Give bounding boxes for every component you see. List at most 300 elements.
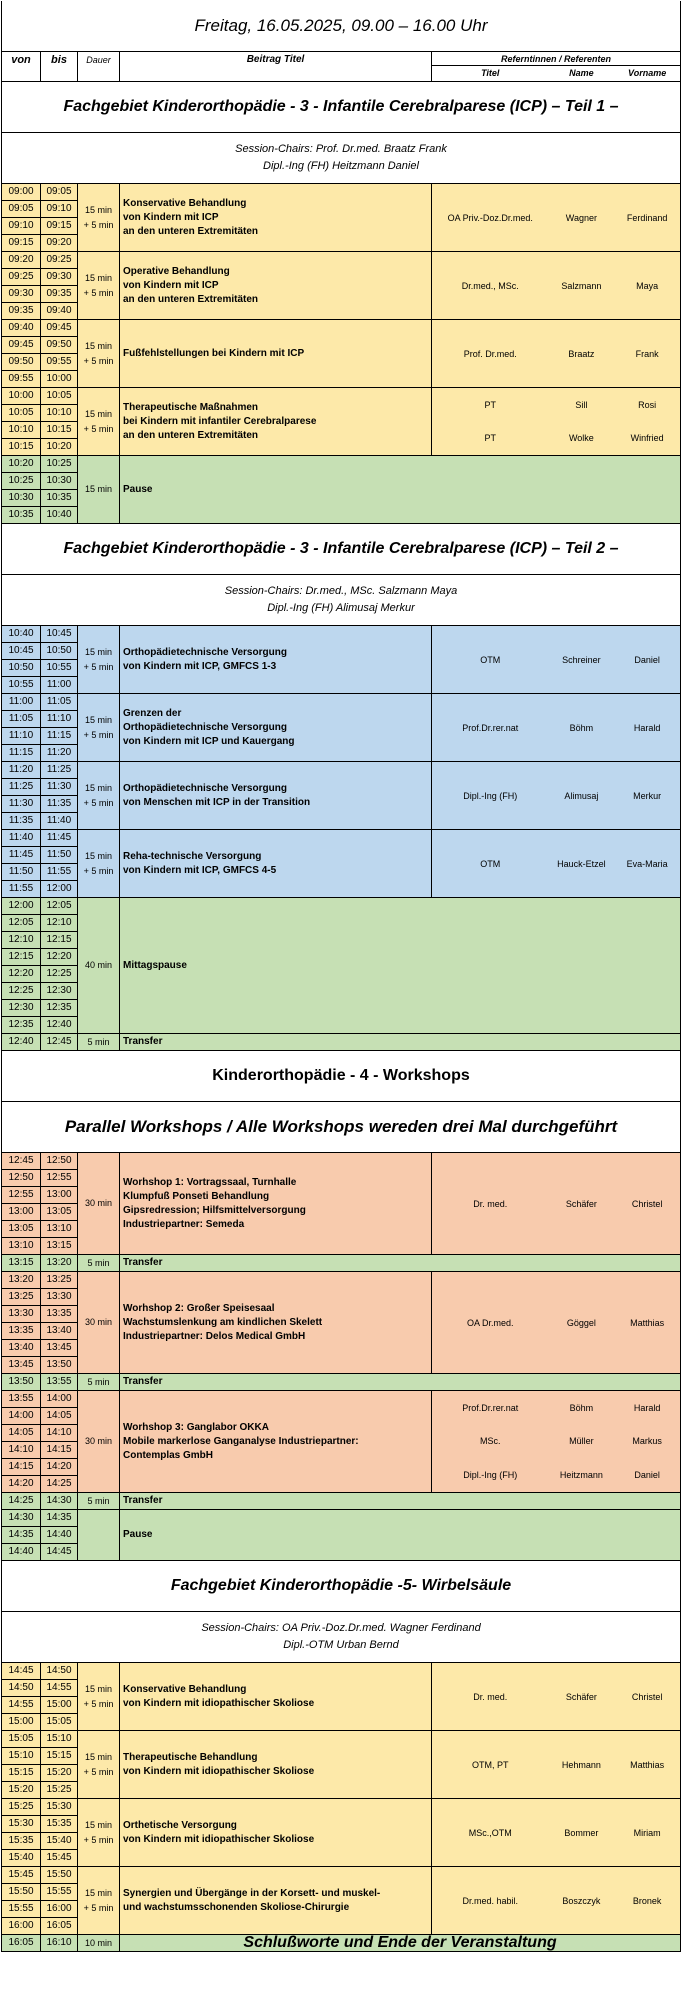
time-start: 12:25 (2, 982, 40, 999)
talk-title-line: und wachstumsschonenden Skoliose-Chirurgie (123, 1901, 350, 1913)
time-end: 15:30 (46, 1801, 72, 1812)
speaker-title: Dr. med. (473, 1198, 508, 1209)
time-end: 09:15 (41, 217, 77, 234)
talk-title (119, 830, 431, 897)
duration (77, 1493, 119, 1509)
talk-title (119, 694, 431, 761)
time-end: 15:00 (41, 1696, 77, 1713)
time-end: 14:30 (46, 1495, 72, 1506)
talk-title (119, 762, 431, 829)
von-times (2, 320, 40, 387)
time-start: 11:40 (8, 832, 34, 843)
talk-title-line: Konservative Behandlung (123, 197, 247, 209)
time-end: 15:15 (41, 1747, 77, 1764)
speaker-title: Prof.Dr.rer.nat (462, 1402, 519, 1413)
time-start: 13:10 (2, 1237, 40, 1254)
speaker-title: OTM (480, 654, 501, 665)
time-end: 14:05 (41, 1407, 77, 1424)
talk-title (119, 1493, 680, 1509)
speaker-name: Wolke (568, 433, 594, 444)
chair-line: Session-Chairs: OA Priv.-Doz.Dr.med. Wagner Ferdinand (201, 1621, 481, 1634)
talk-title-line: Therapeutische Maßnahmen (123, 401, 259, 413)
speaker-title: MSc. (480, 1436, 501, 1447)
time-start: 14:30 (8, 1512, 34, 1523)
talk-title (119, 1255, 680, 1271)
time-end: 11:25 (46, 764, 72, 775)
time-start: 12:35 (2, 1016, 40, 1033)
speaker (432, 787, 680, 805)
time-start: 11:30 (2, 795, 40, 812)
speaker-name: Schreiner (562, 654, 601, 665)
speaker-name: Boszczyk (562, 1895, 601, 1906)
time-end: 14:55 (41, 1679, 77, 1696)
talk-title (119, 456, 680, 523)
session-row (2, 1866, 680, 1934)
time-end: 12:25 (41, 965, 77, 982)
time-start: 11:50 (2, 863, 40, 880)
speaker-name: Alimusaj (564, 790, 599, 801)
col-referenten-label: Referntinnen / Referenten (432, 52, 680, 66)
time-end: 10:00 (41, 370, 77, 387)
time-end: 11:05 (46, 696, 72, 707)
time-start: 15:50 (2, 1883, 40, 1900)
von-times (2, 1663, 40, 1730)
duration-line: 5 min (87, 1495, 110, 1506)
speaker-firstname: Markus (632, 1436, 662, 1447)
speakers (431, 1731, 680, 1798)
talk-title-line: Orthopädietechnische Versorgung (123, 782, 287, 794)
talk-title-line: Mittagspause (123, 959, 187, 971)
bis-times (40, 388, 77, 455)
time-start: 09:15 (2, 234, 40, 251)
time-end: 09:20 (41, 234, 77, 251)
time-start: 10:15 (2, 438, 40, 455)
talk-title-line: Wachstumslenkung am kindlichen Skelett (123, 1316, 323, 1328)
duration (77, 1663, 119, 1730)
duration-line: 15 min (84, 783, 112, 794)
time-start: 09:40 (8, 322, 34, 333)
time-start: 14:55 (2, 1696, 40, 1713)
talk-title-line: Worhshop 1: Vortragssaal, Turnhalle (123, 1176, 297, 1188)
speaker-name: Salzmann (561, 280, 602, 291)
time-start: 10:40 (8, 628, 34, 639)
time-end: 10:50 (41, 642, 77, 659)
time-end: 09:05 (46, 186, 72, 197)
time-start: 11:05 (2, 710, 40, 727)
speaker-firstname: Eva-Maria (626, 858, 668, 869)
duration (77, 1799, 119, 1866)
duration-line: 15 min (84, 1820, 112, 1831)
time-end: 12:05 (46, 900, 72, 911)
talk-title-line: von Kindern mit ICP, GMFCS 4-5 (123, 864, 277, 876)
speaker-name: Schäfer (565, 1198, 597, 1209)
duration-line: + 5 min (83, 287, 114, 298)
bis-times (40, 1272, 77, 1373)
time-end: 15:45 (41, 1849, 77, 1866)
speaker-name: Böhm (569, 1402, 594, 1413)
time-end: 16:00 (41, 1900, 77, 1917)
speaker-name: Sill (575, 399, 588, 410)
bis-times (40, 1153, 77, 1254)
session-row (2, 1509, 680, 1560)
section-title-text: Fachgebiet Kinderorthopädie -5- Wirbelsäule (170, 1577, 512, 1594)
talk-title-line: von Kindern mit idiopathischer Skoliose (123, 1765, 315, 1777)
speaker-title: MSc.,OTM (468, 1827, 512, 1838)
time-end: 14:15 (41, 1441, 77, 1458)
time-end: 11:20 (41, 744, 77, 761)
speaker-title: Prof.Dr.rer.nat (462, 722, 519, 733)
speaker-firstname: Harald (633, 1402, 661, 1413)
time-start: 12:20 (2, 965, 40, 982)
time-start: 13:40 (2, 1339, 40, 1356)
time-start: 10:45 (2, 642, 40, 659)
duration-line: 15 min (84, 715, 112, 726)
speaker (432, 1756, 680, 1774)
speaker-firstname: Christel (631, 1198, 663, 1209)
talk-title-line: Pause (123, 483, 153, 495)
program-table (1, 1, 681, 1952)
speakers (431, 252, 680, 319)
time-end: 16:05 (41, 1917, 77, 1934)
talk-title-line: Reha-technische Versorgung (123, 850, 262, 862)
time-end: 13:40 (41, 1322, 77, 1339)
time-end: 13:55 (46, 1376, 72, 1387)
time-start: 14:50 (2, 1679, 40, 1696)
time-end: 11:55 (41, 863, 77, 880)
talk-title (119, 1034, 680, 1050)
session-row (2, 829, 680, 897)
time-start: 10:30 (2, 489, 40, 506)
von-times (2, 1374, 40, 1390)
time-start: 10:55 (2, 676, 40, 693)
bis-times (40, 694, 77, 761)
col-referenten (431, 52, 680, 81)
speaker-firstname: Maya (636, 280, 659, 291)
duration-line: 15 min (84, 1752, 112, 1763)
time-end: 14:35 (46, 1512, 72, 1523)
bis-times (40, 1510, 77, 1560)
von-times (2, 1799, 40, 1866)
talk-title (119, 252, 431, 319)
time-end: 14:20 (41, 1458, 77, 1475)
bis-times (40, 456, 77, 523)
von-times (2, 1153, 40, 1254)
von-times (2, 1935, 40, 1951)
time-start: 14:05 (2, 1424, 40, 1441)
col-beitrag: Beitrag Titel (119, 52, 431, 81)
duration-line: + 5 min (83, 219, 114, 230)
session-row (2, 387, 680, 455)
column-header-row (2, 51, 680, 81)
talk-title (119, 1935, 680, 1951)
speaker-firstname: Rosi (638, 399, 657, 410)
time-start: 12:05 (2, 914, 40, 931)
bis-times (40, 1731, 77, 1798)
speakers (431, 320, 680, 387)
chair-line: Session-Chairs: Prof. Dr.med. Braatz Frank (235, 142, 447, 155)
bis-times (40, 898, 77, 1033)
talk-title-line: Gipsredression; Hilfsmittelversorgung (123, 1204, 306, 1216)
talk-title-line: Orthopädietechnische Versorgung (123, 646, 287, 658)
duration (77, 1510, 119, 1560)
time-end: 10:20 (41, 438, 77, 455)
bis-times (40, 830, 77, 897)
session-row (2, 761, 680, 829)
speaker-firstname: Ferdinand (626, 212, 668, 223)
session-row (2, 183, 680, 251)
speaker-firstname: Merkur (633, 790, 662, 801)
duration-line: + 5 min (83, 865, 114, 876)
talk-title-line: Worhshop 2: Großer Speisesaal (123, 1302, 275, 1314)
duration-line: 15 min (84, 484, 112, 495)
time-end: 15:05 (41, 1713, 77, 1730)
duration-line: 15 min (84, 1684, 112, 1695)
talk-title (119, 184, 431, 251)
time-start: 10:00 (8, 390, 34, 401)
speaker-title: OTM, PT (472, 1759, 509, 1770)
time-start: 13:05 (2, 1220, 40, 1237)
chair-line: Session-Chairs: Dr.med., MSc. Salzmann Maya (224, 584, 458, 597)
bis-times (40, 1935, 77, 1951)
von-times (2, 694, 40, 761)
time-end: 12:20 (41, 948, 77, 965)
time-end: 14:25 (41, 1475, 77, 1492)
time-end: 14:10 (41, 1424, 77, 1441)
duration-line: 10 min (84, 1937, 112, 1948)
talk-title (119, 898, 680, 1033)
speaker (432, 396, 680, 414)
section-title-text: Fachgebiet Kinderorthopädie - 3 - Infantile Cerebralparese (ICP) – Teil 2 – (63, 540, 619, 557)
time-start: 15:05 (8, 1733, 34, 1744)
section-title (2, 523, 680, 574)
speakers (431, 626, 680, 693)
talk-title-line: von Kindern mit idiopathischer Skoliose (123, 1833, 315, 1845)
talk-title (119, 1799, 431, 1866)
duration (77, 252, 119, 319)
time-start: 11:35 (2, 812, 40, 829)
time-start: 12:30 (2, 999, 40, 1016)
time-start: 14:15 (2, 1458, 40, 1475)
von-times (2, 252, 40, 319)
time-end: 15:55 (41, 1883, 77, 1900)
time-start: 16:00 (2, 1917, 40, 1934)
section-title (2, 1560, 680, 1611)
session-row (2, 1390, 680, 1492)
time-start: 12:10 (2, 931, 40, 948)
talk-title-line: Mobile markerlose Ganganalyse Industriepartner: (123, 1435, 359, 1447)
time-start: 14:40 (2, 1543, 40, 1560)
time-end: 15:50 (46, 1869, 72, 1880)
duration-line: 15 min (84, 273, 112, 284)
time-end: 09:40 (41, 302, 77, 319)
duration-line: + 5 min (83, 661, 114, 672)
bis-times (40, 762, 77, 829)
speakers (431, 1391, 680, 1492)
duration (77, 1034, 119, 1050)
time-start: 11:00 (8, 696, 34, 707)
time-start: 11:55 (2, 880, 40, 897)
bis-times (40, 1374, 77, 1390)
talk-title (119, 1663, 431, 1730)
time-end: 13:45 (41, 1339, 77, 1356)
section-title (2, 1101, 680, 1152)
speaker-firstname: Bronek (632, 1895, 662, 1906)
speaker-title: OA Priv.-Doz.Dr.med. (447, 212, 533, 223)
duration-line: 40 min (84, 960, 112, 971)
time-end: 12:45 (46, 1036, 72, 1047)
talk-title-line: von Menschen mit ICP in der Transition (123, 796, 311, 808)
talk-title-line: Contemplas GmbH (123, 1449, 214, 1461)
talk-title (119, 1374, 680, 1390)
time-start: 15:35 (2, 1832, 40, 1849)
von-times (2, 1510, 40, 1560)
talk-title (119, 320, 431, 387)
duration (77, 388, 119, 455)
session-row (2, 1033, 680, 1050)
time-start: 12:40 (8, 1036, 34, 1047)
session-row (2, 319, 680, 387)
time-start: 13:20 (8, 1274, 34, 1285)
time-end: 10:30 (41, 472, 77, 489)
talk-title-line: von Kindern mit ICP und Kauergang (123, 735, 295, 747)
duration-line: + 5 min (83, 1902, 114, 1913)
speaker (432, 1195, 680, 1213)
section-title-text: Parallel Workshops / Alle Workshops wereden drei Mal durchgeführt (64, 1117, 618, 1136)
time-start: 12:15 (2, 948, 40, 965)
time-start: 13:55 (8, 1393, 34, 1404)
speaker-name: Hehmann (561, 1759, 601, 1770)
speaker-title: PT (484, 399, 497, 410)
speaker-firstname: Harald (633, 722, 661, 733)
time-end: 10:35 (41, 489, 77, 506)
col-bis: bis (40, 52, 77, 81)
bis-times (40, 1493, 77, 1509)
col-referenten-sub (432, 66, 680, 80)
duration-line: 15 min (84, 1888, 112, 1899)
speakers (431, 1799, 680, 1866)
talk-title (119, 1867, 431, 1934)
talk-title-line: von Kindern mit idiopathischer Skoliose (123, 1697, 315, 1709)
duration (77, 1731, 119, 1798)
time-start: 10:05 (2, 404, 40, 421)
time-end: 12:15 (41, 931, 77, 948)
von-times (2, 762, 40, 829)
time-end: 11:35 (41, 795, 77, 812)
section-title-text: Fachgebiet Kinderorthopädie - 3 - Infantile Cerebralparese (ICP) – Teil 1 – (63, 98, 619, 115)
talk-title-line: von Kindern mit ICP (123, 211, 219, 223)
duration (77, 1867, 119, 1934)
session-row (2, 1492, 680, 1509)
program-body (2, 81, 680, 1951)
time-start: 14:10 (2, 1441, 40, 1458)
speaker (432, 429, 680, 447)
time-start: 15:20 (2, 1781, 40, 1798)
time-end: 12:50 (46, 1155, 72, 1166)
duration (77, 1935, 119, 1951)
speaker (432, 1314, 680, 1332)
speaker-name: Göggel (566, 1317, 596, 1328)
time-end: 14:45 (41, 1543, 77, 1560)
talk-title-line: von Kindern mit ICP, GMFCS 1-3 (123, 660, 277, 672)
speaker-firstname: Matthias (630, 1317, 665, 1328)
speaker-firstname: Winfried (630, 433, 664, 444)
time-start: 14:20 (2, 1475, 40, 1492)
duration (77, 626, 119, 693)
speaker-title: Dipl.-Ing (FH) (463, 1470, 518, 1481)
closing-row (2, 1934, 680, 1951)
duration (77, 898, 119, 1033)
time-start: 11:20 (8, 764, 34, 775)
col-dauer: Dauer (77, 52, 119, 81)
von-times (2, 388, 40, 455)
time-start: 10:20 (8, 458, 34, 469)
duration-line: + 5 min (83, 355, 114, 366)
time-end: 11:30 (41, 778, 77, 795)
duration-line: + 5 min (83, 729, 114, 740)
duration (77, 1391, 119, 1492)
speakers (431, 1153, 680, 1254)
session-row (2, 897, 680, 1033)
time-start: 11:45 (2, 846, 40, 863)
session-row (2, 1798, 680, 1866)
duration-line: + 5 min (83, 797, 114, 808)
time-end: 13:30 (41, 1288, 77, 1305)
page-title: Freitag, 16.05.2025, 09.00 – 16.00 Uhr (194, 16, 488, 35)
speaker (432, 1466, 680, 1484)
time-start: 13:30 (2, 1305, 40, 1322)
speaker-firstname: Miriam (633, 1827, 661, 1838)
time-start: 09:55 (2, 370, 40, 387)
speakers (431, 1867, 680, 1934)
talk-title-line: Klumpfuß Ponseti Behandlung (123, 1190, 270, 1202)
talk-title-line: Konservative Behandlung (123, 1683, 247, 1695)
time-start: 13:45 (2, 1356, 40, 1373)
time-start: 10:25 (2, 472, 40, 489)
time-start: 09:10 (2, 217, 40, 234)
time-start: 13:50 (8, 1376, 34, 1387)
talk-title-line: Orthetische Versorgung (123, 1819, 237, 1831)
time-start: 13:00 (2, 1203, 40, 1220)
talk-title-line: von Kindern mit ICP (123, 279, 219, 291)
time-end: 12:40 (41, 1016, 77, 1033)
time-end: 09:30 (41, 268, 77, 285)
speaker (432, 345, 680, 363)
speaker (432, 719, 680, 737)
time-end: 11:15 (41, 727, 77, 744)
time-start: 13:15 (8, 1257, 34, 1268)
duration (77, 456, 119, 523)
time-start: 15:10 (2, 1747, 40, 1764)
speakers (431, 762, 680, 829)
time-start: 10:35 (2, 506, 40, 523)
time-start: 15:45 (8, 1869, 34, 1880)
von-times (2, 1867, 40, 1934)
bis-times (40, 184, 77, 251)
time-end: 13:10 (41, 1220, 77, 1237)
time-end: 10:10 (41, 404, 77, 421)
von-times (2, 456, 40, 523)
talk-title-line: Orthopädietechnische Versorgung (123, 721, 287, 733)
speaker (432, 1432, 680, 1450)
speaker-name: Braatz (568, 348, 595, 359)
time-start: 14:00 (2, 1407, 40, 1424)
time-start: 12:50 (2, 1169, 40, 1186)
col-titel: Titel (481, 68, 500, 78)
duration (77, 1153, 119, 1254)
talk-title (119, 1510, 680, 1560)
time-start: 15:00 (2, 1713, 40, 1730)
duration (77, 694, 119, 761)
